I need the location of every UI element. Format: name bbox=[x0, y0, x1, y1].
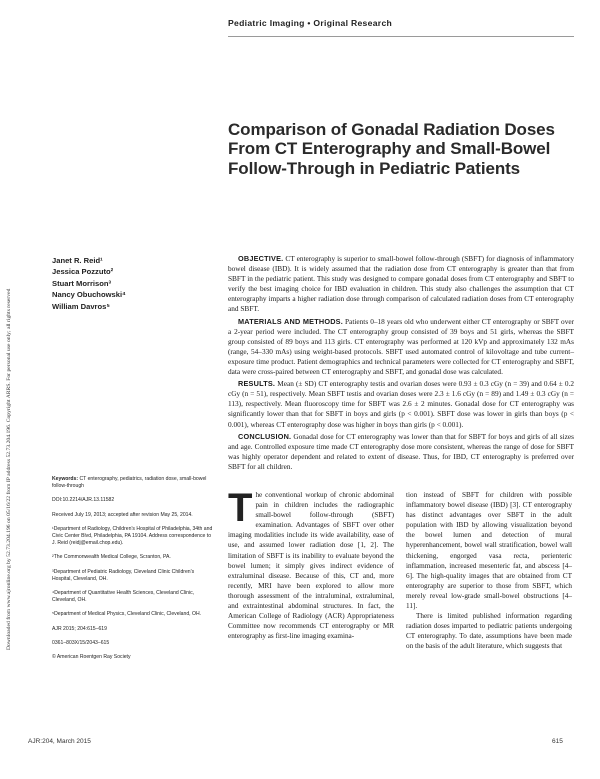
copyright: © American Roentgen Ray Society bbox=[52, 654, 131, 661]
author: Jessica Pozzuto² bbox=[52, 267, 114, 277]
received-date: Received July 19, 2013; accepted after revision May 25, 2014. bbox=[52, 511, 193, 518]
download-notice: Downloaded from www.ajronline.org by 52.73.204.196 on 05/16/22 from IP address 52.73.204.196. Copyright ARRS. For personal use only; all rights reserved bbox=[6, 288, 12, 650]
keywords-text: CT enterography, pediatrics, radiation dose, small-bowel follow-through bbox=[52, 476, 207, 490]
article-title: Comparison of Gonadal Radiation Doses From CT Enterography and Small-Bowel Follow-Through in Pediatric Patients bbox=[228, 120, 555, 178]
keywords-label: Keywords: bbox=[52, 476, 79, 482]
body-column-left bbox=[228, 486, 394, 641]
abstract-methods bbox=[228, 317, 574, 378]
author: Stuart Morrison³ bbox=[52, 278, 112, 288]
body-paragraph bbox=[228, 486, 394, 641]
abstract-conclusion bbox=[228, 432, 574, 472]
author: William Davros⁵ bbox=[52, 301, 110, 311]
article-metadata bbox=[52, 476, 214, 668]
issn: 0361–803X/15/2043–615 bbox=[52, 639, 110, 646]
body-paragraph: tion instead of SBFT for children with possible inflammatory bowel disease (IBD) [3]. CT enterography has distinct advantages over SBFT in the adult population with IBD by allowing visualization beyond the bowel lumen and detection of mural hyperenhancement, bowel wall stratification, bowel wall thickening, engorged vasa recta, perienteric inflammation, increased mesenteric fat, and abscess [4–6]. The high-quality images that are obtained from CT enterography are superior to those from SBFT, which merely reveal low-grade small-bowel obstructions [4–11]. bbox=[406, 491, 572, 611]
abstract-heading: RESULTS. bbox=[238, 379, 276, 389]
affiliation: ¹Department of Radiology, Children's Hospital of Philadelphia, 34th and Civic Center Blvd, Philadelphia, PA 19104. Address correspondence to J. Reid (reidj@email.chop.edu). bbox=[52, 525, 213, 547]
abstract-objective bbox=[228, 254, 574, 315]
body-column-right bbox=[406, 490, 572, 652]
abstract-text: CT enterography is superior to small-bowel follow-through (SBFT) for diagnosis of inflammatory bowel disease (IBD). It is widely assumed that the radiation dose from CT enterography is greater than that from SBFT in the pediatric patient. This study was designed to compare gonadal doses from CT enterography and SBFT to verify the best imaging choice for IBD evaluation in children. This study also challenges the assumption that CT enterography imparts a higher radiation dose through comparison of calculated radiation doses from CT enterography and SBFT. bbox=[228, 254, 574, 314]
author-list bbox=[52, 255, 212, 312]
body-text: he conventional workup of chronic abdominal pain in children includes the radiographic small-bowel follow-through (SBFT) examination. Advantages of SBFT over other imaging modalities include its wide availability, ease of use, and assumed lower radiation dose [1, 2]. The limitation of SBFT is its inability to evaluate beyond the bowel lumen; it simply gives indirect evidence of extraluminal disease. Because of this, CT and, more recently, MRI have been explored to allow more thorough assessment of the intraluminal, extraluminal, and extraintestinal abdominal structures. In fact, the American College of Radiology (ACR) Appropriateness Committee now recommends CT enterography or MR enterography as first-line imaging examina- bbox=[228, 491, 394, 641]
author: Nancy Obuchowski⁴ bbox=[52, 290, 126, 300]
abstract-results bbox=[228, 379, 574, 429]
abstract-text: Mean (± SD) CT enterography testis and ovarian doses were 0.93 ± 0.3 cGy (n = 39) and 0.64 ± 0.2 cGy (n = 51), respectively. Mean SBFT testis and ovarian doses were 2.3 ± 1.6 cGy (n = 89) and 1.49 ± 0.3 cGy (n = 113), respectively. Mean fluoroscopy time for SBFT was 2.6 ± 2 minutes. Gonadal dose for CT enterography was significantly lower than that for SBFT in boys and girls (p < 0.001). SBFT dose was lower in girls than boys (p < 0.001), whereas CT enterography dose was higher in boys than girls (p < 0.001). bbox=[228, 379, 574, 429]
abstract bbox=[228, 254, 574, 474]
abstract-heading: CONCLUSION. bbox=[238, 431, 292, 441]
doi: DOI:10.2214/AJR.13.11582 bbox=[52, 497, 115, 504]
keywords bbox=[52, 476, 214, 490]
body-paragraph: There is limited published information regarding radiation doses imparted to pediatric patients undergoing CT enterography. To date, assumptions have been made on the basis of the adult literature, which suggests that bbox=[406, 612, 572, 651]
affiliation: ⁵Department of Medical Physics, Cleveland Clinic, Cleveland, OH. bbox=[52, 611, 202, 618]
drop-cap: T bbox=[228, 486, 253, 530]
abstract-heading: OBJECTIVE. bbox=[238, 254, 284, 263]
abstract-heading: MATERIALS AND METHODS. bbox=[238, 316, 343, 326]
author: Janet R. Reid¹ bbox=[52, 256, 103, 265]
abstract-text: Gonadal dose for CT enterography was lower than that for SBFT for boys and girls of all sizes and age. Controlled exposure time made CT enterography dose more consistent, whereas the range of dose for SBFT was highly operator dependent and related to extent of disease. Thus, for IBD, CT enterography is preferred over SBFT for all children. bbox=[228, 431, 574, 471]
affiliation: ²The Commonwealth Medical College, Scranton, PA. bbox=[52, 554, 171, 561]
affiliation: ⁴Department of Quantitative Health Sciences, Cleveland Clinic, Cleveland, OH. bbox=[52, 590, 195, 604]
citation: AJR 2015; 204:615–619 bbox=[52, 625, 107, 632]
affiliation: ³Department of Pediatric Radiology, Cleveland Clinic Children's Hospital, Cleveland, OH. bbox=[52, 568, 195, 582]
page-number: 615 bbox=[552, 738, 563, 745]
section-label: Pediatric Imaging • Original Research bbox=[228, 18, 393, 28]
footer-journal: AJR:204, March 2015 bbox=[28, 738, 91, 745]
header-divider bbox=[228, 36, 574, 37]
abstract-text: Patients 0–18 years old who underwent either CT enterography or SBFT over a 2-year period were included. The CT enterography group consisted of 39 boys and 51 girls, whereas the SBFT group consisted of 89 boys and 113 girls. CT enterography was performed at 120 kVp and approximately 132 mAs (range, 54–330 mAs) using weight-based protocols. SBFT used automated control of kilovoltage and tube current–exposure time product. Patient demographics and technical parameters were collected for CT enterography and SBFT, data were cross-paired between CT enterography and SBFT, and gonadal dose was calculated. bbox=[228, 316, 575, 377]
